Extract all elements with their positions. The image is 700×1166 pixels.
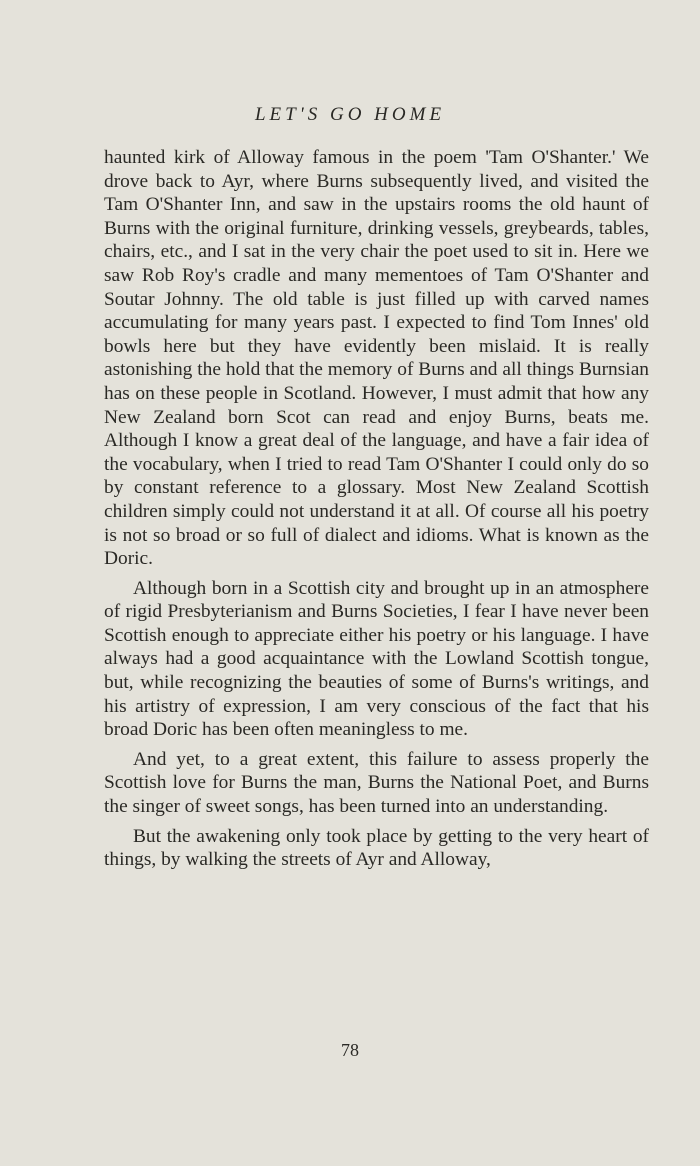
paragraph: Although born in a Scottish city and brought up in an atmosphere of rigid Presbyterianism and Burns Societies, I fear I have never been Scottish enough to appreciate either his poetry or his language. I have always had a good acquaintance with the Lowland Scottish tongue, but, while recognizing the beauties of some of Burns's writings, and his artistry of expression, I am very conscious of the fact that his broad Doric has been often meaningless to me. (104, 577, 649, 741)
paragraph: But the awakening only took place by getting to the very heart of things, by walking the streets of Ayr and Alloway, (104, 825, 649, 871)
running-head: LET'S GO HOME (254, 104, 446, 125)
body-text (104, 146, 649, 878)
paragraph: And yet, to a great extent, this failure to assess properly the Scottish love for Burns the man, Burns the National Poet, and Burns the singer of sweet songs, has been turned into an understanding. (104, 748, 649, 818)
page-number: 78 (341, 1040, 359, 1060)
paragraph-continued: haunted kirk of Alloway famous in the poem 'Tam O'Shanter.' We drove back to Ayr, where Burns subsequently lived, and visited the Tam O'Shanter Inn, and saw in the upstairs rooms the old haunt of Burns with the original furniture, drinking vessels, greybeards, tables, chairs, etc., and I sat in the very chair the poet used to sit in. Here we saw Rob Roy's cradle and many mementoes of Tam O'Shanter and Soutar Johnny. The old table is just filled up with carved names accumulating for many years past. I expected to find Tom Innes' old bowls here but they have evidently been mislaid. It is really astonishing the hold that the memory of Burns and all things Burnsian has on these people in Scotland. However, I must admit that how any New Zealand born Scot can read and enjoy Burns, beats me. Although I know a great deal of the language, and have a fair idea of the vocabulary, when I tried to read Tam O'Shanter I could only do so by constant reference to a glossary. Most New Zealand Scottish children simply could not understand it at all. Of course all his poetry is not so broad or so full of dialect and idioms. What is known as the Doric. (104, 147, 649, 570)
